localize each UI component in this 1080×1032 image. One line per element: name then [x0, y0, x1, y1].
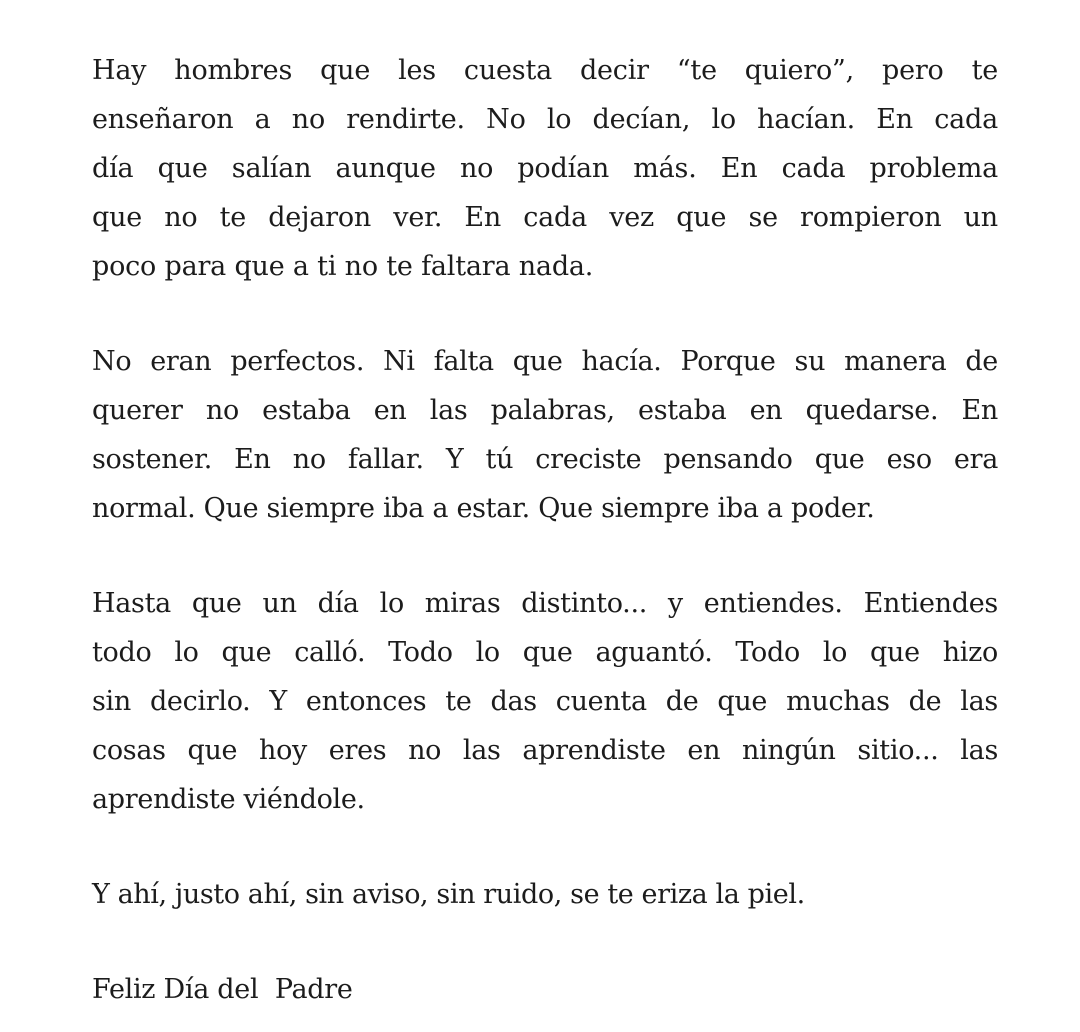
paragraph-4 — [92, 870, 998, 919]
text-line: Hay hombres que les cuesta decir “te quiero”, pero te — [92, 55, 998, 86]
text-line: día que salían aunque no podían más. En cada problema — [92, 153, 998, 184]
paragraph-3 — [92, 579, 998, 824]
text-line: sostener. En no fallar. Y tú creciste pensando que eso era — [92, 444, 998, 475]
paragraph-1 — [92, 46, 998, 291]
paragraph-2 — [92, 337, 998, 533]
text-line: sin decirlo. Y entonces te das cuenta de que muchas de las — [92, 686, 998, 717]
text-line: enseñaron a no rendirte. No lo decían, lo hacían. En cada — [92, 104, 998, 135]
text-line: que no te dejaron ver. En cada vez que se rompieron un — [92, 202, 998, 233]
text-line: normal. Que siempre iba a estar. Que siempre iba a poder. — [92, 493, 875, 524]
text-line: cosas que hoy eres no las aprendiste en ningún sitio... las — [92, 735, 998, 766]
text-line: todo lo que calló. Todo lo que aguantó. Todo lo que hizo — [92, 637, 998, 668]
text-line: Hasta que un día lo miras distinto... y entiendes. Entiendes — [92, 588, 998, 619]
text-line: querer no estaba en las palabras, estaba en quedarse. En — [92, 395, 998, 426]
text-line: Feliz Día del Padre — [92, 974, 353, 1005]
text-line: poco para que a ti no te faltara nada. — [92, 251, 594, 282]
text-line: Y ahí, justo ahí, sin aviso, sin ruido, se te eriza la piel. — [92, 879, 805, 910]
father-day-text — [92, 46, 998, 1014]
closing-greeting — [92, 965, 998, 1014]
text-line: aprendiste viéndole. — [92, 784, 365, 815]
text-line: No eran perfectos. Ni falta que hacía. Porque su manera de — [92, 346, 998, 377]
